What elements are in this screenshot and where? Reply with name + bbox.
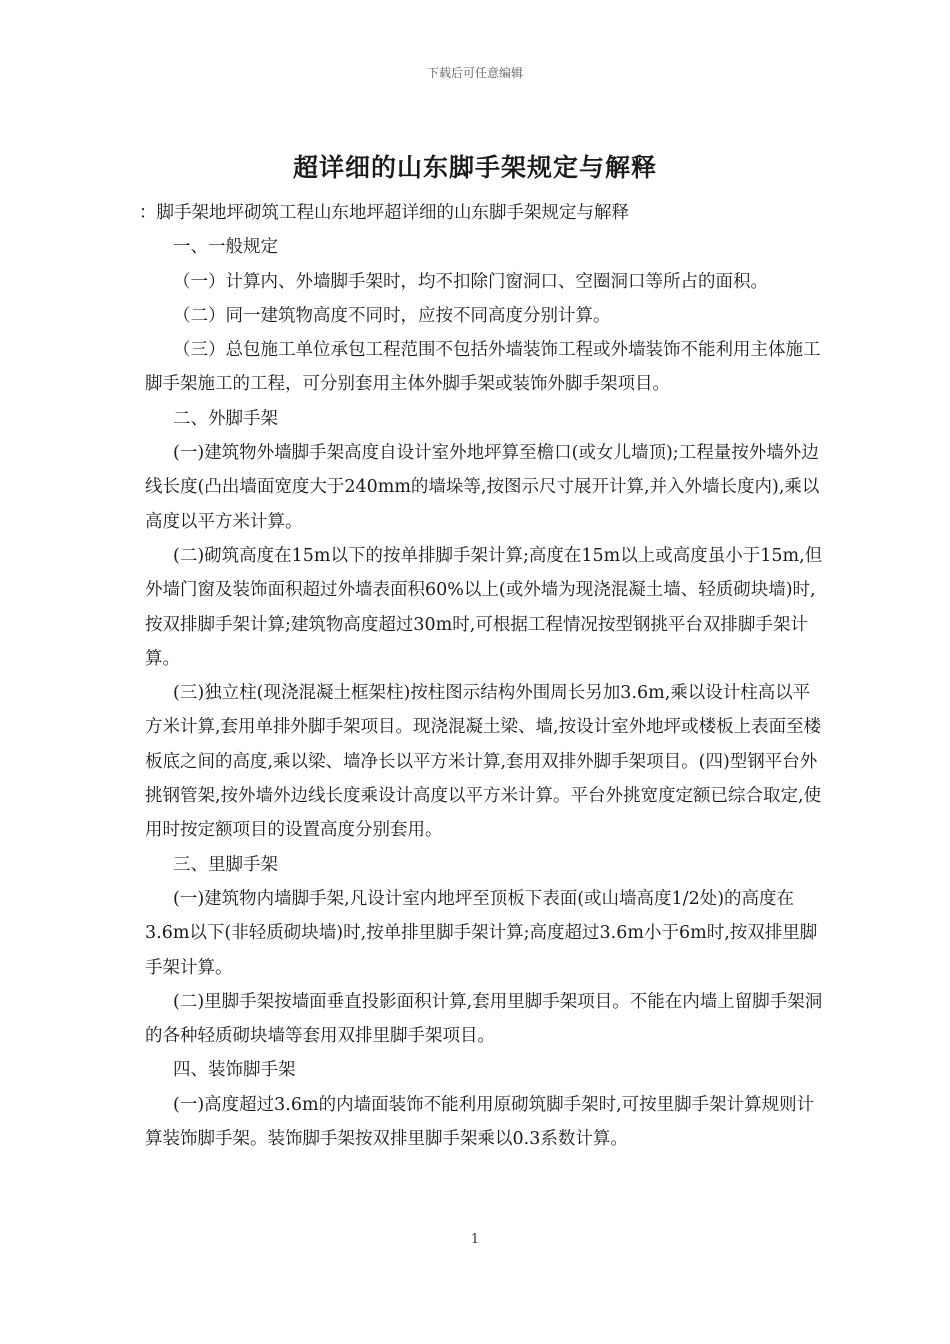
- section-heading-external-scaffold: 二、外脚手架: [173, 408, 278, 429]
- keywords-line: ：脚手架地坪砌筑工程山东地坪超详细的山东脚手架规定与解释: [139, 203, 629, 223]
- paragraph: （一）计算内、外墙脚手架时，均不扣除门窗洞口、空圈洞口等所占的面积。: [173, 271, 768, 292]
- paragraph: (一)建筑物外墙脚手架高度自设计室外地坪算至檐口(或女儿墙顶);工程量按外墙外边线长度(凸出墙面宽度大于240mm的墙垛等,按图示尺寸展开计算,并入外墙长度内),乘以高度以平方米计算。: [145, 443, 820, 532]
- section-heading-general: 一、一般规定: [173, 237, 278, 258]
- page-number: 1: [470, 1232, 480, 1247]
- paragraph: (一)高度超过3.6m的内墙面装饰不能利用原砌筑脚手架时,可按里脚手架计算规则计算装饰脚手架。装饰脚手架按双排里脚手架乘以0.3系数计算。: [145, 1094, 815, 1150]
- section-heading-decoration-scaffold: 四、装饰脚手架: [173, 1060, 296, 1081]
- paragraph: （二）同一建筑物高度不同时，应按不同高度分别计算。: [173, 305, 611, 326]
- page-header: 下载后可任意编辑: [426, 66, 523, 80]
- document-body: [139, 196, 825, 1156]
- paragraph: (一)建筑物内墙脚手架,凡设计室内地坪至顶板下表面(或山墙高度1/2处)的高度在3.6m以下(非轻质砌块墙)时,按单排里脚手架计算;高度超过3.6m小于6m时,按双排里脚手架计算。: [145, 888, 818, 978]
- section-heading-internal-scaffold: 三、里脚手架: [173, 854, 278, 875]
- paragraph: (二)砌筑高度在15m以下的按单排脚手架计算;高度在15m以上或高度虽小于15m,但外墙门窗及装饰面积超过外墙表面积60%以上(或外墙为现浇混凝土墙、轻质砌块墙)时,按双排脚手架计算;建筑物高度超过30m时,可根据工程情况按型钢挑平台双排脚手架计算。: [145, 545, 823, 669]
- document-title: 超详细的山东脚手架规定与解释: [292, 153, 657, 182]
- paragraph: （三）总包施工单位承包工程范围不包括外墙装饰工程或外墙装饰不能利用主体施工脚手架施工的工程，可分别套用主体外脚手架或装饰外脚手架项目。: [145, 340, 821, 395]
- paragraph: (三)独立柱(现浇混凝土框架柱)按柱图示结构外围周长另加3.6m,乘以设计柱高以平方米计算,套用单排外脚手架项目。现浇混凝土梁、墙,按设计室外地坪或楼板上表面至楼板底之间的高度,乘以梁、墙净长以平方米计算,套用双排外脚手架项目。(四)型钢平台外挑钢管架,按外墙外边线长度乘设计高度以平方米计算。平台外挑宽度定额已综合取定,使用时按定额项目的设置高度分别套用。: [145, 683, 822, 841]
- paragraph: (二)里脚手架按墙面垂直投影面积计算,套用里脚手架项目。不能在内墙上留脚手架洞的各种轻质砌块墙等套用双排里脚手架项目。: [145, 991, 823, 1047]
